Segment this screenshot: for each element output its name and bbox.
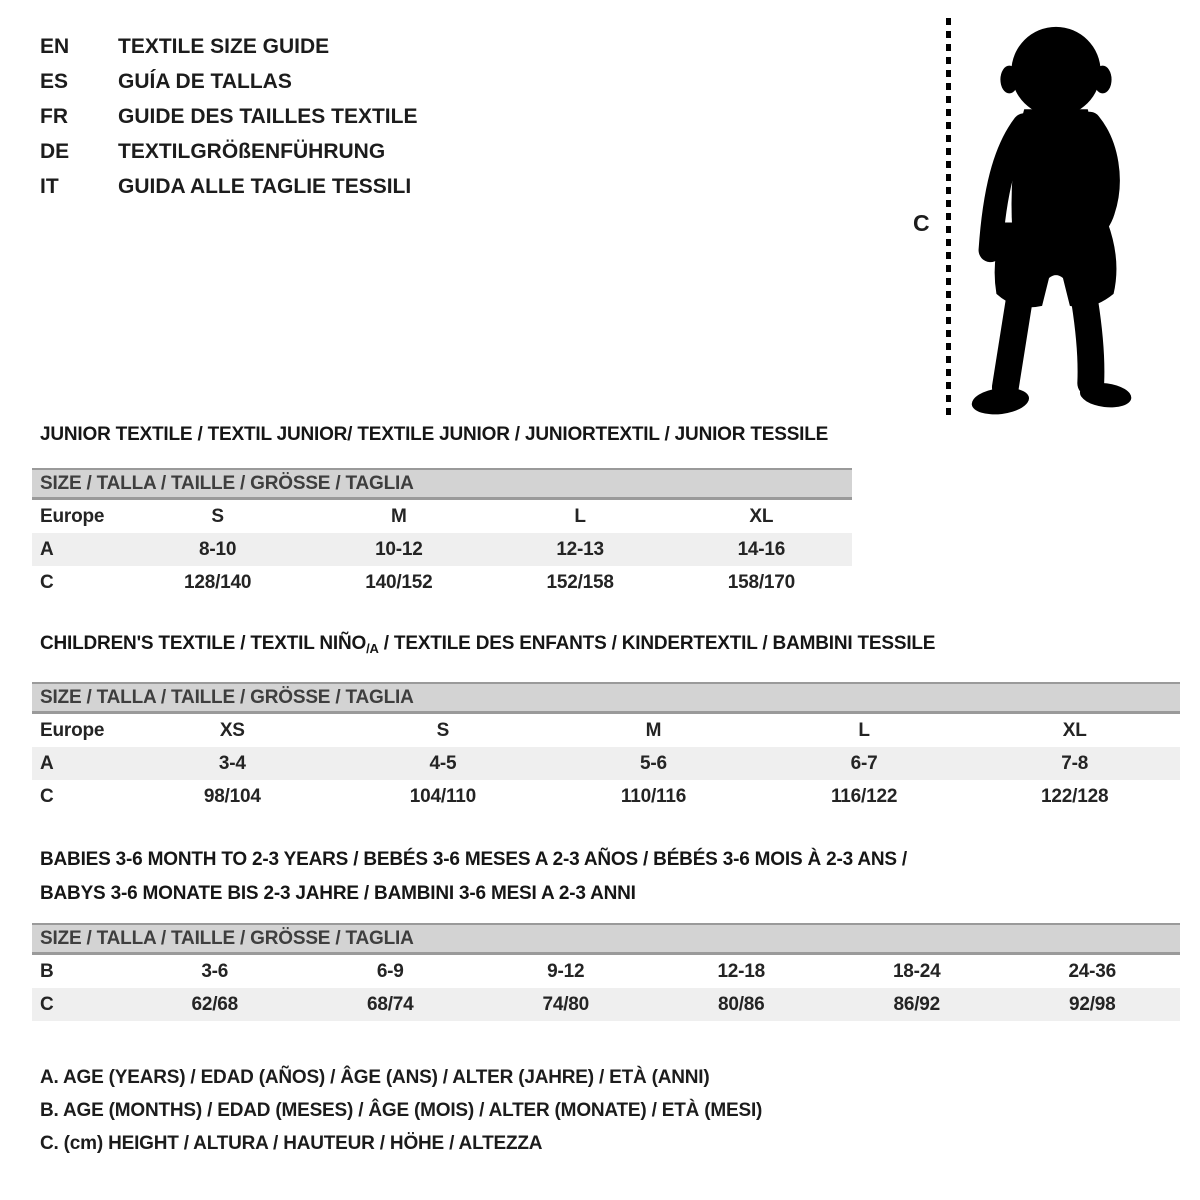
- table-cell: 80/86: [717, 993, 765, 1015]
- table-cell: 86/92: [893, 993, 941, 1015]
- section-children-textile: [32, 633, 1200, 813]
- table-cell: M: [391, 505, 407, 527]
- table-cell: 6-9: [376, 960, 404, 982]
- children-size-table: [32, 682, 1180, 813]
- guide-title: GUIDA ALLE TAGLIE TESSILI: [118, 175, 412, 198]
- row-label: A: [40, 538, 54, 560]
- language-code: ES: [40, 70, 69, 93]
- table-cell: 116/122: [830, 785, 898, 807]
- table-cell: XL: [749, 505, 774, 527]
- table-row: [32, 566, 852, 599]
- size-header-bar: SIZE / TALLA / TAILLE / GRÖSSE / TAGLIA: [32, 468, 852, 500]
- table-cell: 74/80: [542, 993, 590, 1015]
- section-title-babies: [40, 843, 1200, 911]
- table-cell: 104/110: [409, 785, 476, 807]
- table-cell: 10-12: [375, 538, 423, 560]
- table-cell: 6-7: [850, 752, 878, 774]
- language-code: DE: [40, 140, 70, 163]
- babies-size-table: [32, 923, 1180, 1021]
- section-title-babies-line2: BABYS 3-6 MONATE BIS 2-3 JAHRE / BAMBINI 3-6 MESI A 2-3 ANNI: [40, 883, 636, 904]
- section-title-children: [40, 633, 1200, 660]
- table-cell: 122/128: [1041, 785, 1109, 807]
- row-label: C: [40, 785, 54, 807]
- junior-size-table: [32, 468, 852, 599]
- table-cell: 7-8: [1061, 752, 1089, 774]
- table-cell: S: [211, 505, 224, 527]
- table-row: [32, 747, 1180, 780]
- section-title-babies-line1: BABIES 3-6 MONTH TO 2-3 YEARS / BEBÉS 3-6 MESES A 2-3 AÑOS / BÉBÉS 3-6 MOIS À 2-3 ANS /: [40, 849, 908, 870]
- table-row: [32, 500, 852, 533]
- table-cell: 158/170: [727, 571, 796, 593]
- table-cell: L: [574, 505, 586, 527]
- junior-table-rows: [32, 500, 852, 599]
- row-label: Europe: [40, 505, 105, 527]
- table-cell: L: [858, 719, 870, 741]
- table-cell: 5-6: [640, 752, 667, 774]
- table-cell: 92/98: [1068, 993, 1116, 1015]
- table-cell: 140/152: [365, 571, 433, 593]
- section-babies-textile: [32, 843, 1200, 1021]
- table-row: [32, 714, 1180, 747]
- height-measure-figure: [905, 12, 1160, 424]
- section-title-children-main: CHILDREN'S TEXTILE / TEXTIL NIÑO: [40, 633, 367, 654]
- section-title-children-sub: /A: [366, 641, 379, 656]
- section-junior-textile: [32, 424, 1200, 599]
- row-label: C: [40, 571, 54, 593]
- table-cell: 98/104: [203, 785, 261, 807]
- table-cell: 110/116: [620, 785, 687, 807]
- table-cell: XS: [219, 719, 245, 741]
- table-row: [32, 988, 1180, 1021]
- table-cell: 3-4: [218, 752, 246, 774]
- section-title-children-rest: / TEXTILE DES ENFANTS / KINDERTEXTIL / BAMBINI TESSILE: [378, 633, 936, 654]
- toddler-silhouette-icon: [963, 14, 1145, 419]
- row-label: C: [40, 993, 54, 1015]
- table-cell: 8-10: [199, 538, 237, 560]
- section-title-junior: JUNIOR TEXTILE / TEXTIL JUNIOR/ TEXTILE JUNIOR / JUNIORTEXTIL / JUNIOR TESSILE: [40, 424, 829, 445]
- table-cell: 12-18: [717, 960, 766, 982]
- language-code: EN: [40, 35, 70, 58]
- table-cell: XL: [1062, 719, 1087, 741]
- size-header-bar: SIZE / TALLA / TAILLE / GRÖSSE / TAGLIA: [32, 923, 1180, 955]
- guide-title: GUÍA DE TALLAS: [118, 70, 292, 93]
- row-label: A: [40, 752, 54, 774]
- guide-title: GUIDE DES TAILLES TEXTILE: [118, 105, 418, 128]
- table-cell: 18-24: [892, 960, 941, 982]
- language-code: FR: [40, 105, 68, 128]
- table-row: [32, 533, 852, 566]
- legend-line-b: B. AGE (MONTHS) / EDAD (MESES) / ÂGE (MOIS) / ALTER (MONATE) / ETÀ (MESI): [40, 1100, 763, 1121]
- measure-legend: [40, 1067, 1200, 1154]
- row-label: B: [40, 960, 54, 982]
- babies-table-rows: [32, 955, 1180, 1021]
- size-header-bar: SIZE / TALLA / TAILLE / GRÖSSE / TAGLIA: [32, 682, 1180, 714]
- table-cell: 68/74: [366, 993, 414, 1015]
- table-cell: 14-16: [737, 538, 786, 560]
- table-cell: 12-13: [556, 538, 604, 560]
- table-cell: 24-36: [1068, 960, 1117, 982]
- table-cell: M: [645, 719, 662, 741]
- table-cell: 3-6: [201, 960, 229, 982]
- table-cell: 4-5: [429, 752, 457, 774]
- table-cell: 62/68: [191, 993, 239, 1015]
- table-cell: 128/140: [183, 571, 252, 593]
- height-dashed-line: [946, 18, 951, 418]
- legend-line-a: A. AGE (YEARS) / EDAD (AÑOS) / ÂGE (ANS) / ALTER (JAHRE) / ETÀ (ANNI): [40, 1067, 710, 1088]
- guide-title: TEXTILGRÖßENFÜHRUNG: [118, 140, 386, 163]
- guide-title: TEXTILE SIZE GUIDE: [118, 35, 330, 58]
- children-table-rows: [32, 714, 1180, 813]
- measure-c-label: C: [913, 210, 930, 236]
- legend-line-c: C. (cm) HEIGHT / ALTURA / HAUTEUR / HÖHE / ALTEZZA: [40, 1133, 543, 1154]
- table-cell: S: [436, 719, 450, 741]
- table-cell: 9-12: [547, 960, 585, 982]
- table-row: [32, 955, 1180, 988]
- row-label: Europe: [40, 719, 105, 741]
- table-row: [32, 780, 1180, 813]
- table-cell: 152/158: [546, 571, 614, 593]
- language-code: IT: [40, 175, 59, 198]
